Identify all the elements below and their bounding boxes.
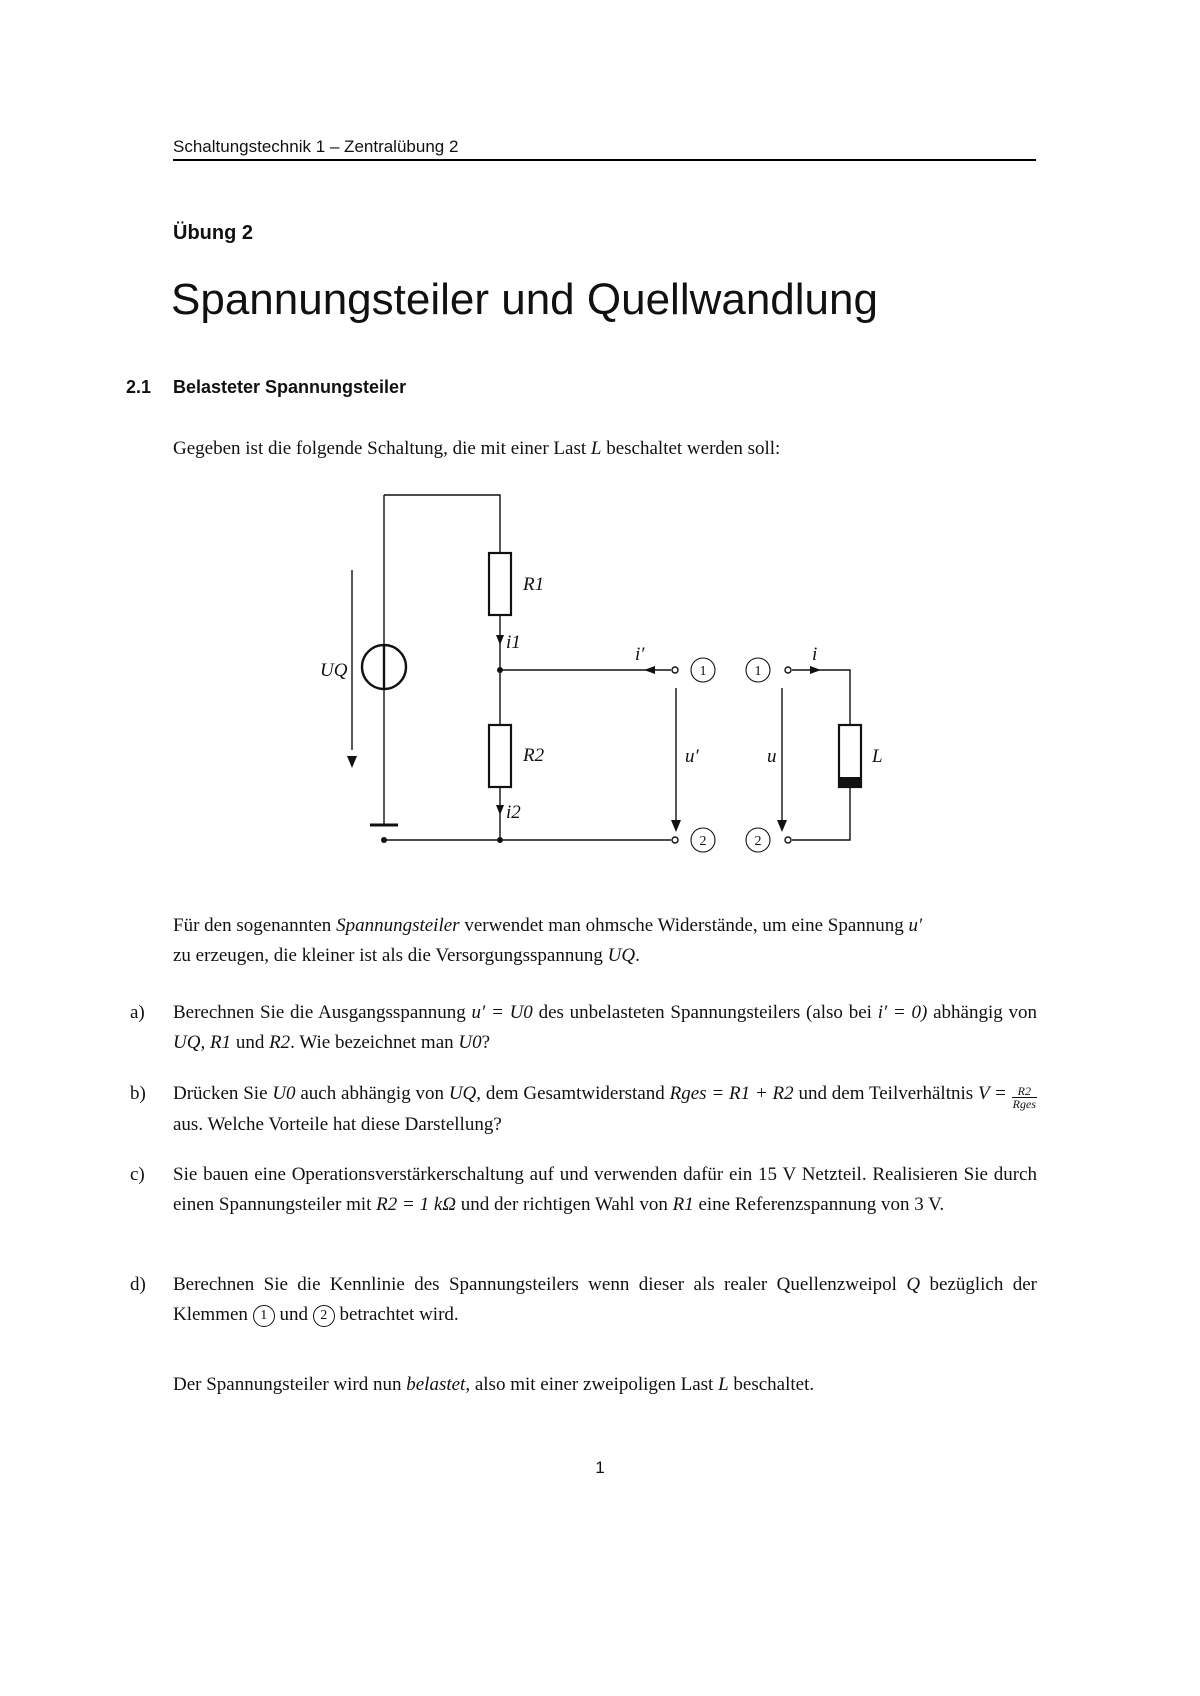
item-d-math: Q	[906, 1274, 921, 1295]
item-c-label: c)	[130, 1164, 145, 1185]
item-d-part: betrachtet wird.	[339, 1304, 459, 1325]
item-a-part: ?	[481, 1032, 491, 1053]
loaded-text-2: , also mit einer zweipoligen Last	[465, 1374, 714, 1395]
terminal-1-right-label: 1	[754, 664, 762, 679]
terminal-1-left-label: 1	[699, 664, 707, 679]
load-marker-band	[839, 777, 861, 787]
page-number: 1	[595, 1458, 605, 1477]
item-a-label: a)	[130, 1002, 145, 1023]
para-text-1: Für den sogenannten	[173, 915, 332, 936]
section-number: 2.1	[126, 377, 152, 397]
terminal-1-right	[785, 667, 791, 673]
item-a-part: des unbelasteten Spannungsteilers (also bei	[538, 1002, 872, 1023]
item-b-part: , dem Gesamtwiderstand	[476, 1083, 665, 1104]
label-UQ: UQ	[320, 660, 348, 681]
load-symbol: L	[590, 438, 602, 459]
intro-paragraph	[173, 434, 1043, 464]
item-b-part: auch abhängig von	[300, 1083, 445, 1104]
exercise-label: Übung 2	[173, 222, 253, 244]
junction-bottom-r2	[497, 837, 503, 843]
item-a-math: U0	[458, 1032, 482, 1053]
wire-load-top	[792, 670, 850, 725]
loaded-load-symbol: L	[718, 1374, 729, 1395]
source-voltage-arrowhead	[347, 756, 357, 768]
resistor-R1	[489, 553, 511, 615]
item-a-math: u′ = U0	[471, 1002, 533, 1023]
i1-arrowhead	[496, 635, 504, 645]
label-u: u	[767, 746, 777, 767]
terminal-2-left	[672, 837, 678, 843]
item-d-part: und	[279, 1304, 308, 1325]
item-d-label: d)	[130, 1274, 146, 1295]
i-prime-arrowhead	[644, 666, 655, 674]
item-c-part: Sie bauen eine Operationsverstärkerschaltung auf und verwenden dafür ein 15 V Netzteil. Realisieren Sie durch einen Spannungsteiler mit	[173, 1164, 1037, 1215]
item-c-text	[173, 1160, 1037, 1220]
item-b-math: V =	[977, 1083, 1007, 1104]
para-text-4: .	[635, 945, 640, 966]
u-prime-arrowhead	[671, 820, 681, 832]
item-a-part: und	[235, 1032, 265, 1053]
terminal-1-left	[672, 667, 678, 673]
para-symbol-u-prime: u′	[908, 915, 923, 936]
wire-load-bottom	[792, 787, 850, 840]
junction-top	[497, 667, 503, 673]
label-i1: i1	[506, 632, 521, 653]
item-b-math: U0	[272, 1083, 296, 1104]
ratio-fraction	[1012, 1085, 1037, 1110]
i2-arrowhead	[496, 805, 504, 815]
resistor-R2	[489, 725, 511, 787]
fraction-denominator: Rges	[1012, 1097, 1036, 1111]
label-i2: i2	[506, 802, 521, 823]
item-b-part: und dem Teilverhältnis	[798, 1083, 974, 1104]
item-b-math: UQ	[448, 1083, 477, 1104]
item-d-text	[173, 1270, 1037, 1330]
label-R1: R1	[523, 574, 545, 595]
item-a-math: R2	[269, 1032, 291, 1053]
intro-text: Gegeben ist die folgende Schaltung, die mit einer Last	[173, 438, 587, 459]
para-emphasis: Spannungsteiler	[336, 915, 460, 936]
junction-bottom-left	[381, 837, 387, 843]
i-arrowhead	[810, 666, 821, 674]
fraction-numerator: R2	[1012, 1085, 1037, 1098]
item-a-text	[173, 998, 1037, 1058]
loaded-emphasis: belastet	[406, 1374, 466, 1395]
chapter-title: Spannungsteiler und Quellwandlung	[171, 275, 878, 324]
voltage-divider-circuit	[300, 480, 900, 880]
item-b-part: Drücken Sie	[173, 1083, 268, 1104]
terminal-2-right	[785, 837, 791, 843]
running-header: Schaltungstechnik 1 – Zentralübung 2	[173, 137, 459, 156]
item-b-label: b)	[130, 1083, 146, 1104]
item-d-part: bezüglich der Klemmen	[173, 1274, 1038, 1325]
para-text-2: verwendet man ohmsche Widerstände, um eine Spannung	[464, 915, 904, 936]
u-arrowhead	[777, 820, 787, 832]
para-symbol-UQ: UQ	[607, 945, 636, 966]
item-a-math: i′ = 0)	[877, 1002, 928, 1023]
item-b-math: Rges = R1 + R2	[669, 1083, 794, 1104]
label-i: i	[812, 644, 818, 665]
label-i-prime: i′	[635, 644, 645, 665]
terminal-2-badge: 2	[313, 1305, 335, 1327]
item-d-part: Berechnen Sie die Kennlinie des Spannungsteilers wenn dieser als realer Quellenzweipol	[173, 1274, 897, 1295]
item-c-math: R1	[672, 1194, 694, 1215]
para-text-3: zu erzeugen, die kleiner ist als die Versorgungsspannung	[173, 945, 603, 966]
label-load: L	[872, 746, 883, 767]
loaded-text-1: Der Spannungsteiler wird nun	[173, 1374, 402, 1395]
item-a-math: UQ, R1	[173, 1032, 232, 1053]
item-c-math: R2 = 1 kΩ	[376, 1194, 457, 1215]
label-R2: R2	[523, 745, 545, 766]
terminal-1-badge: 1	[253, 1305, 275, 1327]
item-a-part: Berechnen Sie die Ausgangsspannung	[173, 1002, 466, 1023]
item-c-part: und der richtigen Wahl von	[460, 1194, 668, 1215]
intro-text-end: beschaltet werden soll:	[606, 438, 781, 459]
label-u-prime: u′	[685, 746, 699, 767]
voltage-divider-paragraph	[173, 911, 1043, 971]
terminal-2-right-label: 2	[754, 834, 762, 849]
loaded-divider-paragraph	[173, 1370, 1043, 1400]
terminal-2-left-label: 2	[699, 834, 707, 849]
item-a-part: abhängig von	[933, 1002, 1038, 1023]
item-b-text	[173, 1079, 1037, 1140]
wire-top	[384, 495, 500, 553]
section-title: Belasteter Spannungsteiler	[173, 377, 407, 397]
item-c-part: eine Referenzspannung von 3 V.	[698, 1194, 945, 1215]
item-b-part: aus. Welche Vorteile hat diese Darstellung?	[173, 1114, 502, 1135]
loaded-text-3: beschaltet.	[733, 1374, 815, 1395]
header-rule	[173, 159, 1036, 161]
item-a-part: . Wie bezeichnet man	[290, 1032, 454, 1053]
